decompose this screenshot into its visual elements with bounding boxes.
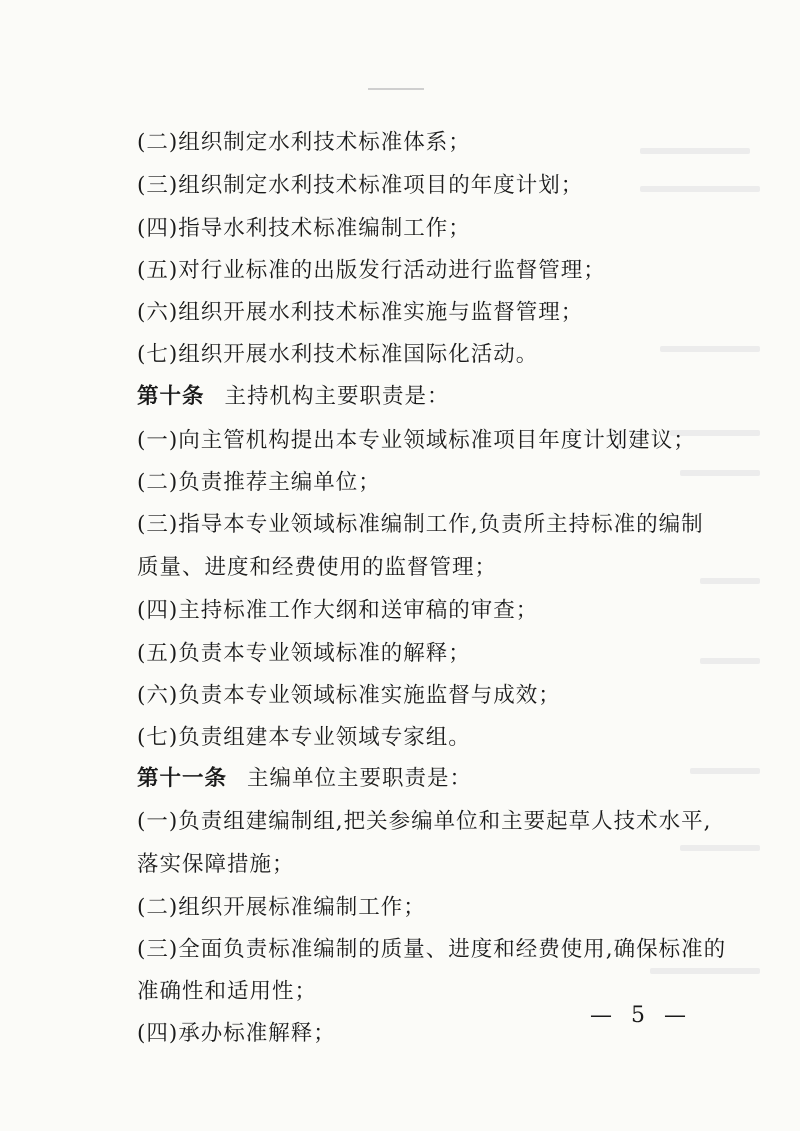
bleed-through-line xyxy=(640,148,750,154)
bleed-through-line xyxy=(640,186,760,192)
paragraph-line: (六)负责本专业领域标准实施监督与成效； xyxy=(137,683,561,708)
paragraph-line: (三)全面负责标准编制的质量、进度和经费使用,确保标准的 xyxy=(137,937,727,962)
bleed-through-line xyxy=(690,768,760,774)
bleed-through-line xyxy=(700,578,760,584)
paragraph-line: (五)负责本专业领域标准的解释； xyxy=(137,641,471,666)
paragraph-line: (七)组织开展水利技术标准国际化活动。 xyxy=(137,342,539,367)
article-number: 第十一条 xyxy=(137,766,228,791)
bleed-through-line xyxy=(660,346,760,352)
bleed-through-line xyxy=(680,470,760,476)
paragraph-line: 准确性和适用性； xyxy=(137,979,318,1004)
paragraph-line: (二)负责推荐主编单位； xyxy=(137,470,381,495)
bleed-through-line xyxy=(680,845,760,851)
paragraph-line: 落实保障措施； xyxy=(137,852,295,877)
paragraph-line: (二)组织开展标准编制工作； xyxy=(137,895,426,920)
paragraph-line: (四)主持标准工作大纲和送审稿的审查； xyxy=(137,598,539,623)
paragraph-line: (六)组织开展水利技术标准实施与监督管理； xyxy=(137,300,584,325)
paragraph-line: (一)负责组建编制组,把关参编单位和主要起草人技术水平, xyxy=(137,809,712,834)
paragraph-line: (三)指导本专业领域标准编制工作,负责所主持标准的编制 xyxy=(137,512,704,537)
paragraph-line: (三)组织制定水利技术标准项目的年度计划； xyxy=(137,173,584,198)
paragraph-line: (二)组织制定水利技术标准体系； xyxy=(137,130,471,155)
bleed-through-line xyxy=(650,968,760,974)
header-mark xyxy=(368,88,424,90)
paragraph-line: (五)对行业标准的出版发行活动进行监督管理； xyxy=(137,258,606,283)
paragraph-line: (一)向主管机构提出本专业领域标准项目年度计划建议； xyxy=(137,428,696,453)
paragraph-line: (七)负责组建本专业领域专家组。 xyxy=(137,725,471,750)
paragraph-line: (四)指导水利技术标准编制工作； xyxy=(137,216,471,241)
article-11-heading xyxy=(137,764,472,794)
page-number: — 5 — xyxy=(590,1003,692,1028)
article-title: 主编单位主要职责是： xyxy=(247,766,473,791)
article-title: 主持机构主要职责是： xyxy=(224,384,450,409)
paragraph-line: 质量、进度和经费使用的监督管理； xyxy=(137,555,498,580)
bleed-through-line xyxy=(700,658,760,664)
article-10-heading xyxy=(137,382,450,412)
article-number: 第十条 xyxy=(137,384,205,409)
paragraph-line: (四)承办标准解释； xyxy=(137,1021,336,1046)
